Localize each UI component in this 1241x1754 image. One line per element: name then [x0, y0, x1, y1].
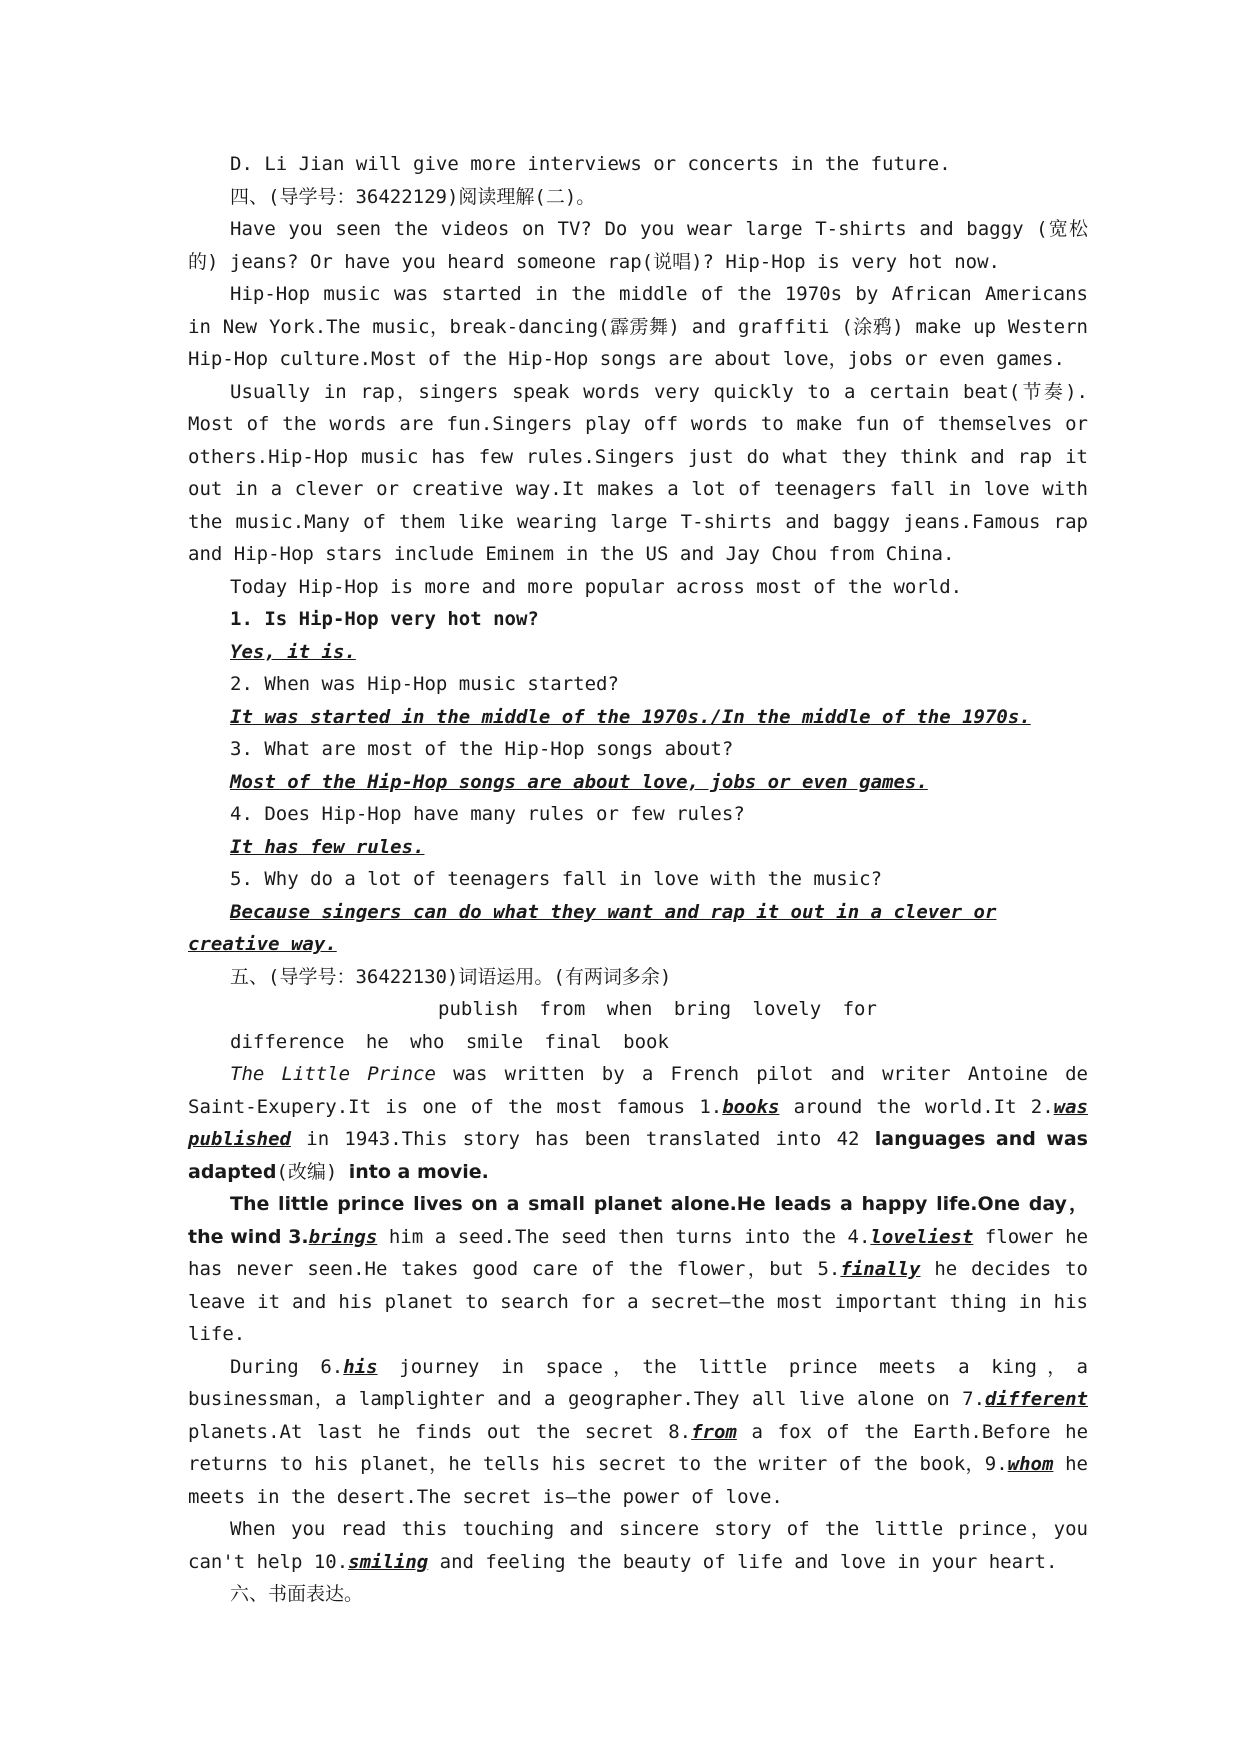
- question-5: 5. Why do a lot of teenagers fall in love with the music?: [230, 868, 883, 890]
- section-6-heading: 六、书面表达。: [230, 1583, 364, 1605]
- question-4: 4. Does Hip-Hop have many rules or few rules?: [230, 803, 745, 825]
- option-d-line: D. Li Jian will give more interviews or concerts in the future.: [230, 153, 951, 175]
- blank-answer-4: loveliest: [870, 1225, 974, 1248]
- blank-answer-7: different: [985, 1388, 1088, 1410]
- answer-4: It has few rules.: [230, 835, 425, 858]
- question-1: 1. Is Hip-Hop very hot now?: [230, 608, 539, 630]
- question-3: 3. What are most of the Hip-Hop songs about?: [230, 738, 734, 760]
- blank-answer-10: smiling: [348, 1550, 429, 1573]
- story-paragraph-2: The little prince lives on a small planet alone.He leads a happy life.One day，the wind 3.brings him a seed.The seed then turns into the 4.loveliest flower he has never seen.He takes good care of the flower，but 5.finally he decides to leave it and his planet to search for a secret—the most important thing in his life.: [188, 1193, 1089, 1345]
- answer-3: Most of the Hip-Hop songs are about love, jobs or even games.: [230, 770, 928, 793]
- reading-paragraph-2: Hip-Hop music was started in the middle of the 1970s by African Americans in New York.The music，break-dancing(霹雳舞) and graffiti (涂鸦) make up Western Hip-Hop culture.Most of the Hip-Hop songs are about love，jobs or even games.: [188, 283, 1088, 370]
- story-paragraph-3: During 6.his journey in space，the little prince meets a king，a businessman，a lamplighter and a geographer.They all live alone on 7.different planets.At last he finds out the secret 8.from a fox of the Earth.Before he returns to his planet，he tells his secret to the writer of the book，9.whom he meets in the desert.The secret is—the power of love.: [188, 1355, 1089, 1508]
- blank-answer-1: books: [722, 1095, 780, 1118]
- book-title: The Little Prince: [230, 1063, 436, 1085]
- reading-paragraph-4: Today Hip-Hop is more and more popular across most of the world.: [230, 575, 963, 598]
- story-paragraph-1: The Little Prince was written by a French pilot and writer Antoine de Saint-Exupery.It is one of the most famous 1.books around the world.It 2.was published in 1943.This story has been translated into 42 languages and was adapted(改编) into a movie.: [188, 1063, 1089, 1183]
- question-2: 2. When was Hip-Hop music started?: [230, 673, 619, 695]
- blank-answer-3: brings: [308, 1225, 378, 1248]
- blank-answer-9: whom: [1007, 1453, 1054, 1475]
- reading-paragraph-1: Have you seen the videos on TV? Do you wear large T-shirts and baggy (宽松的) jeans? Or have you heard someone rap(说唱)? Hip-Hop is very hot now.: [188, 218, 1088, 273]
- blank-answer-2: was published: [188, 1095, 1088, 1150]
- word-bank-line-1: publish from when bring lovely for: [438, 998, 877, 1020]
- answer-5: Because singers can do what they want and rap it out in a clever or creative way.: [188, 900, 997, 955]
- story-paragraph-4: When you read this touching and sincere story of the little prince，you can't help 10.smiling and feeling the beauty of life and love in your heart.: [188, 1518, 1088, 1573]
- reading-paragraph-3: Usually in rap，singers speak words very quickly to a certain beat(节奏). Most of the words are fun.Singers play off words to make fun of themselves or others.Hip-Hop music has few rules.Singers just do what they think and rap it out in a clever or creative way.It makes a lot of teenagers fall in love with the music.Many of them like wearing large T-shirts and baggy jeans.Famous rap and Hip-Hop stars include Eminem in the US and Jay Chou from China.: [188, 380, 1088, 565]
- word-bank-line-2: difference he who smile final book: [230, 1030, 669, 1053]
- section-4-heading: 四、(导学号：36422129)阅读理解(二)。: [230, 185, 596, 208]
- blank-answer-5: finally: [840, 1258, 921, 1280]
- section-5-heading: 五、(导学号：36422130)词语运用。(有两词多余): [230, 965, 672, 988]
- answer-1: Yes, it is.: [230, 640, 356, 663]
- blank-answer-6: his: [343, 1355, 378, 1378]
- answer-2: It was started in the middle of the 1970s./In the middle of the 1970s.: [230, 705, 1031, 728]
- document-page: [188, 148, 1088, 1611]
- blank-answer-8: from: [691, 1420, 737, 1443]
